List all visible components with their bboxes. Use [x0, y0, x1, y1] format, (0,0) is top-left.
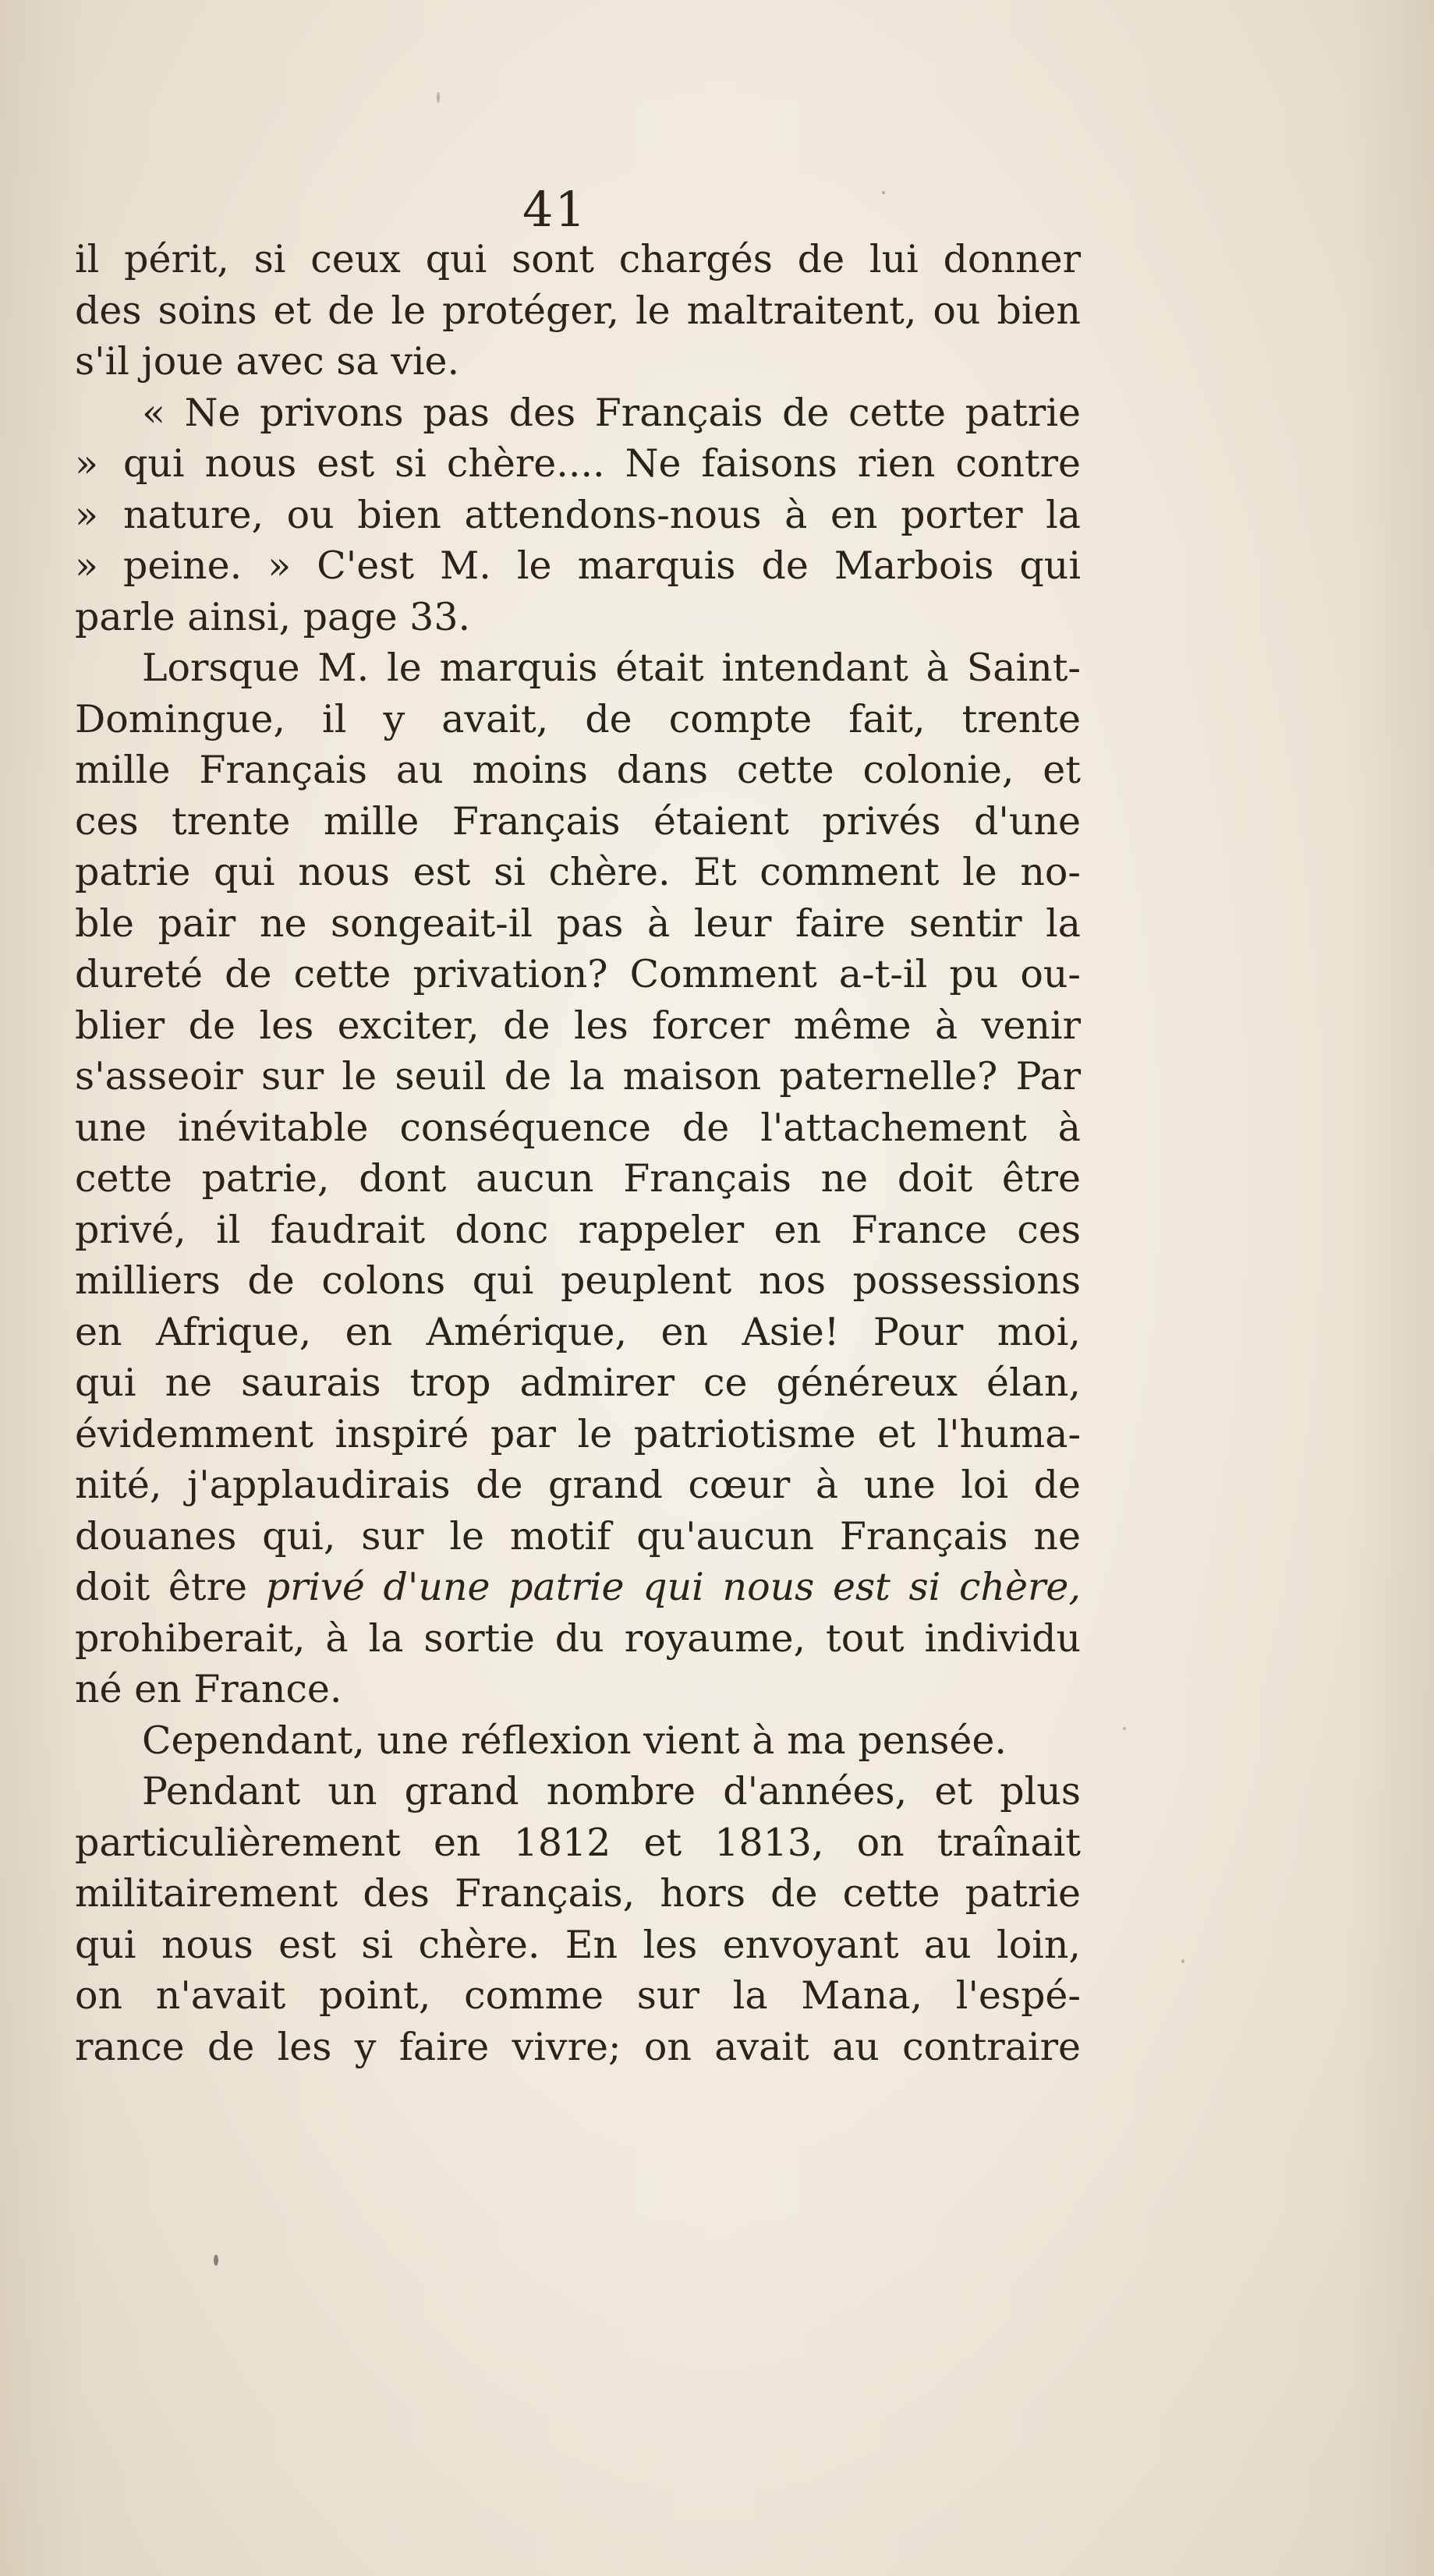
text-line: patrie qui nous est si chère. Et comment le no-	[75, 850, 1081, 894]
quote-mark: »	[75, 492, 98, 537]
paper-speck	[437, 92, 440, 103]
text-line: privé, il faudrait donc rappeler en France ces	[75, 1207, 1081, 1252]
quote-line	[75, 438, 1081, 490]
text-line: s'il joue avec sa vie.	[75, 339, 460, 384]
text-line: milliers de colons qui peuplent nos possessions	[75, 1258, 1081, 1303]
text-line: qui ne saurais trop admirer ce généreux élan,	[75, 1361, 1081, 1405]
quote-mark: »	[75, 543, 98, 588]
text-line: il périt, si ceux qui sont chargés de lui donner	[75, 237, 1081, 281]
italic-quote: privé d'une patrie qui nous est si chère,	[265, 1565, 1081, 1609]
text-line: Pendant un grand nombre d'années, et plus	[142, 1769, 1081, 1813]
text-line: né en France.	[75, 1667, 342, 1711]
text-line: qui nous est si chère. En les envoyant au loin,	[75, 1922, 1081, 1967]
text-line: s'asseoir sur le seuil de la maison paternelle? Par	[75, 1054, 1081, 1099]
text-line: blier de les exciter, de les forcer même à venir	[75, 1003, 1081, 1048]
text-line: évidemment inspiré par le patriotisme et l'huma-	[75, 1411, 1081, 1456]
paper-speck	[214, 2255, 218, 2266]
text-line: Lorsque M. le marquis était intendant à Saint-	[142, 646, 1081, 690]
text-line	[75, 1562, 1081, 1613]
paper-speck	[1123, 1727, 1126, 1730]
text-line: on n'avait point, comme sur la Mana, l'espé-	[75, 1973, 1081, 2018]
text-line: militairement des Français, hors de cette patrie	[75, 1871, 1081, 1916]
text-line: dureté de cette privation? Comment a-t-il pu ou-	[75, 952, 1081, 996]
page-number: 41	[522, 181, 587, 238]
text-line: parle ainsi, page 33.	[75, 594, 471, 639]
text-line: nité, j'applaudirais de grand cœur à une loi de	[75, 1463, 1081, 1507]
quote-line	[75, 490, 1081, 541]
text-line: une inévitable conséquence de l'attachement à	[75, 1105, 1081, 1150]
text-segment: doit être	[75, 1565, 248, 1609]
text-line: cette patrie, dont aucun Français ne doit être	[75, 1156, 1081, 1201]
paper-speck	[882, 191, 885, 194]
quote-text: « Ne privons pas des Français de cette patrie	[142, 390, 1081, 435]
text-line: prohiberait, à la sortie du royaume, tout individu	[75, 1615, 1081, 1661]
paper-speck	[1181, 1959, 1184, 1963]
quote-line	[75, 387, 1081, 439]
quote-text: qui nous est si chère.... Ne faisons rien contre	[123, 441, 1081, 486]
quote-mark: »	[75, 441, 98, 486]
text-line: particulièrement en 1812 et 1813, on traînait	[75, 1820, 1081, 1865]
text-line: douanes qui, sur le motif qu'aucun Français ne	[75, 1513, 1081, 1559]
text-line: en Afrique, en Amérique, en Asie! Pour moi,	[75, 1309, 1081, 1354]
text-line: Domingue, il y avait, de compte fait, trente	[75, 696, 1081, 741]
quote-line	[75, 540, 1081, 592]
quote-text: peine. » C'est M. le marquis de Marbois qui	[123, 543, 1081, 588]
text-line: Cependant, une réflexion vient à ma pensée.	[142, 1718, 1007, 1763]
body-text	[75, 234, 1081, 2072]
text-line: mille Français au moins dans cette colonie, et	[75, 748, 1081, 792]
text-line: rance de les y faire vivre; on avait au contraire	[75, 2024, 1081, 2069]
text-line: ble pair ne songeait-il pas à leur faire sentir la	[75, 901, 1081, 946]
quote-text: nature, ou bien attendons-nous à en porter la	[123, 492, 1081, 537]
text-line: ces trente mille Français étaient privés d'une	[75, 798, 1081, 844]
text-line: des soins et de le protéger, le maltraitent, ou bien	[75, 288, 1081, 333]
